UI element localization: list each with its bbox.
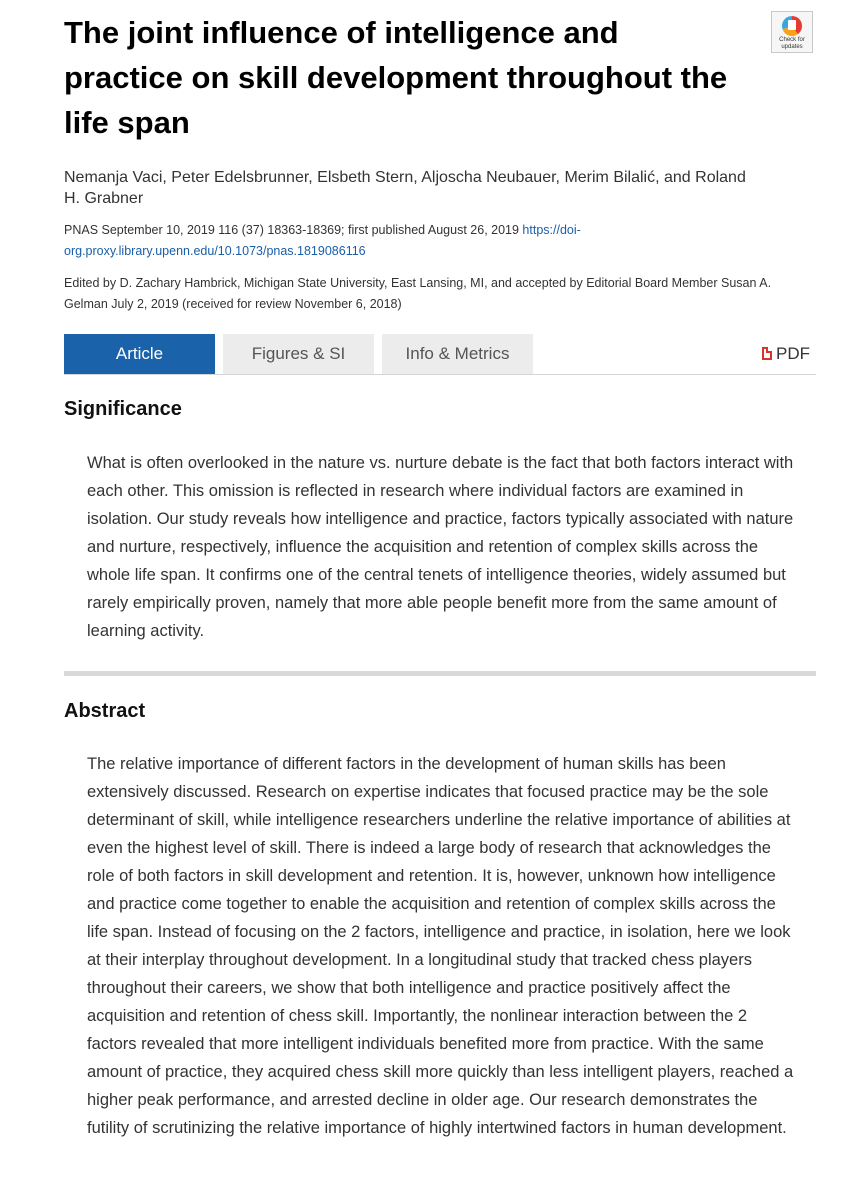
tab-article[interactable]: Article bbox=[64, 334, 215, 374]
tab-figures-si[interactable]: Figures & SI bbox=[223, 334, 374, 374]
pdf-download-link[interactable] bbox=[762, 334, 810, 374]
pdf-label: PDF bbox=[776, 344, 810, 363]
citation-line bbox=[64, 220, 816, 262]
citation-text: PNAS September 10, 2019 116 (37) 18363-18369; first published August 26, 2019 bbox=[64, 223, 523, 237]
author-list: Nemanja Vaci, Peter Edelsbrunner, Elsbeth Stern, Aljoscha Neubauer, Merim Bilalić, and Roland H. Grabner bbox=[64, 169, 746, 207]
article-title: The joint influence of intelligence and practice on skill development throughout the life span bbox=[64, 15, 728, 140]
abstract-heading: Abstract bbox=[64, 700, 146, 722]
article-page bbox=[64, 0, 816, 1137]
article-tabs bbox=[64, 334, 816, 375]
tab-info-metrics[interactable]: Info & Metrics bbox=[382, 334, 533, 374]
edited-by-note: Edited by D. Zachary Hambrick, Michigan State University, East Lansing, MI, and accepted by Editorial Board Member Susan A. Gelman July 2, 2019 (received for review November 6, 2018) bbox=[64, 276, 772, 311]
significance-text: What is often overlooked in the nature vs. nurture debate is the fact that both factors interact with each other. This omission is reflected in research where individual factors are examined in isolation. Our study reveals how intelligence and practice, factors typically associated with nature and nurture, respectively, influence the acquisition and retention of complex skills across the whole life span. It confirms one of the central tenets of intelligence theories, widely assumed but rarely empirically proven, namely that more able people benefit more from the same amount of learning activity. bbox=[87, 454, 794, 640]
abstract-text: The relative importance of different factors in the development of human skills has been extensively discussed. Research on expertise indicates that focused practice may be the sole determinant of skill, while intelligence researchers underline the relative importance of abilities at even the highest level of skill. There is indeed a large body of research that acknowledges the role of both factors in skill development and retention. It is, however, unknown how intelligence and practice come together to enable the acquisition and retention of complex skills across the life span. Instead of focusing on the 2 factors, intelligence and practice, in isolation, here we look at their interplay throughout development. In a longitudinal study that tracked chess players throughout their careers, we show that both intelligence and practice positively affect the acquisition and retention of chess skill. Importantly, the nonlinear interaction between the 2 factors revealed that more intelligent individuals benefited more from practice. With the same amount of practice, they acquired chess skill more quickly than less intelligent players, reached a higher peak performance, and arrested decline in older age. Our research demonstrates the futility of scrutinizing the relative importance of highly intertwined factors in human development. bbox=[87, 755, 794, 1137]
doi-link[interactable]: https://doi-org.proxy.library.upenn.edu/10.1073/pnas.1819086116 bbox=[64, 223, 581, 258]
section-divider bbox=[64, 671, 816, 676]
badge-label: Check for updates bbox=[779, 37, 805, 50]
significance-heading: Significance bbox=[64, 398, 182, 420]
pdf-icon bbox=[762, 347, 772, 360]
